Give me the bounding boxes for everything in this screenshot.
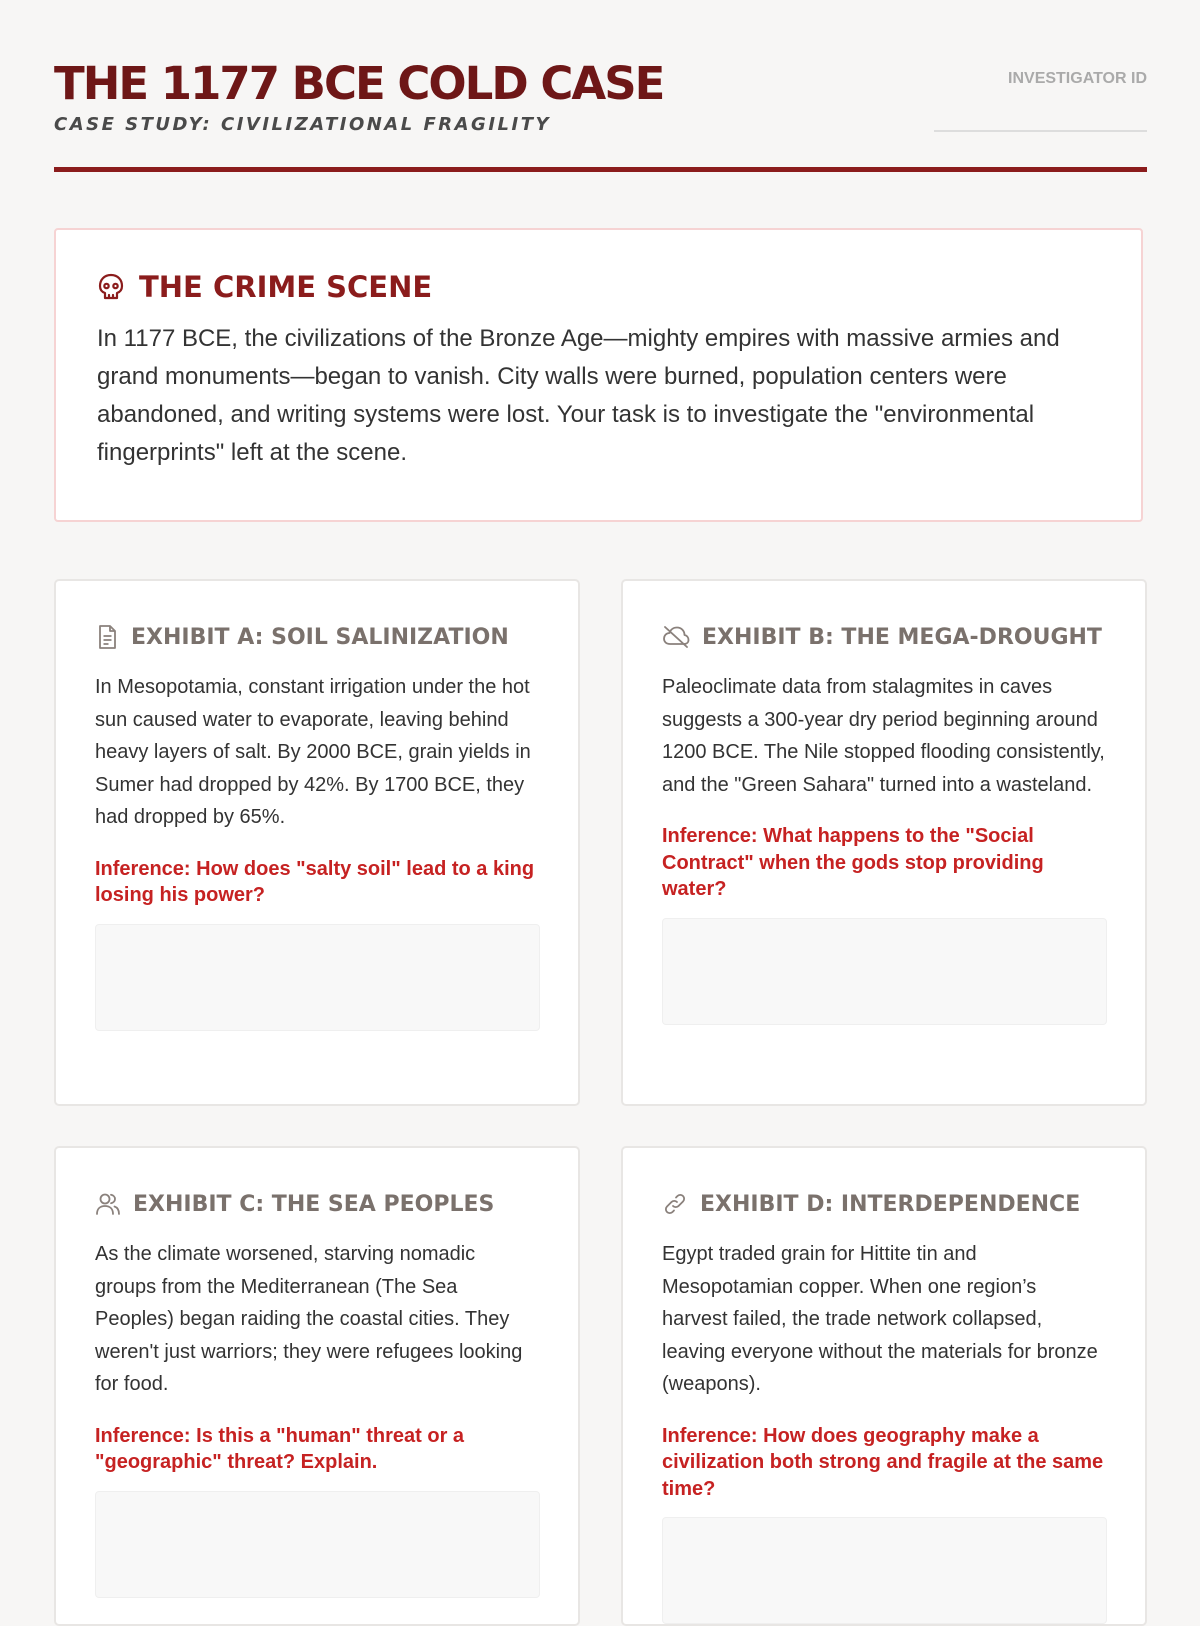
- crime-scene-title: THE CRIME SCENE: [139, 270, 433, 304]
- page-header: [54, 58, 1147, 135]
- header-divider: [54, 167, 1147, 172]
- crime-scene-text: In 1177 BCE, the civilizations of the Bronze Age—mighty empires with massive armies and grand monuments—began to vanish. City walls were burned, population centers were abandoned, and writing systems were lost. Your task is to investigate the "environmental fingerprints" left at the scene.: [97, 325, 1060, 466]
- exhibit-inference: Inference: Is this a "human" threat or a "geographic" threat? Explain.: [95, 1424, 465, 1473]
- page-subtitle: CASE STUDY: CIVILIZATIONAL FRAGILITY: [54, 114, 552, 135]
- investigator-id-block: [934, 70, 1147, 132]
- exhibit-title: EXHIBIT D: INTERDEPENDENCE: [700, 1191, 1081, 1217]
- exhibit-inference: Inference: How does geography make a civilization both strong and fragile at the same time?: [662, 1424, 1104, 1500]
- skull-icon: [97, 272, 125, 302]
- exhibit-text: Egypt traded grain for Hittite tin and Mesopotamian copper. When one region’s harvest failed, the trade network collapsed, leaving everyone without the materials for bronze (weapons).: [662, 1243, 1098, 1395]
- exhibit-text: Paleoclimate data from stalagmites in caves suggests a 300-year dry period beginning around 1200 BCE. The Nile stopped flooding consistently, and the "Green Sahara" turned into a wasteland.: [662, 676, 1105, 796]
- investigator-id-field[interactable]: [934, 88, 1147, 132]
- page-title: THE 1177 BCE COLD CASE: [54, 57, 664, 110]
- document-icon: [95, 624, 119, 650]
- answer-box[interactable]: [95, 1491, 540, 1598]
- investigator-id-label: INVESTIGATOR ID: [1008, 70, 1147, 87]
- exhibit-title: EXHIBIT B: THE MEGA-DROUGHT: [702, 624, 1102, 650]
- exhibit-text: In Mesopotamia, constant irrigation under the hot sun caused water to evaporate, leaving behind heavy layers of salt. By 2000 BCE, grain yields in Sumer had dropped by 42%. By 1700 BCE, they had dropped by 65%.: [95, 676, 531, 828]
- link-icon: [662, 1191, 688, 1217]
- exhibit-title: EXHIBIT A: SOIL SALINIZATION: [131, 624, 509, 650]
- exhibit-card-d: [621, 1146, 1147, 1626]
- answer-box[interactable]: [95, 924, 540, 1031]
- crime-scene-panel: [54, 228, 1143, 522]
- exhibit-card-a: [54, 579, 580, 1106]
- exhibit-inference: Inference: What happens to the "Social Contract" when the gods stop providing water?: [662, 825, 1044, 900]
- exhibit-title: EXHIBIT C: THE SEA PEOPLES: [133, 1191, 495, 1217]
- exhibit-card-b: [621, 579, 1147, 1106]
- answer-box[interactable]: [662, 1517, 1107, 1624]
- exhibit-text: As the climate worsened, starving nomadic groups from the Mediterranean (The Sea Peoples) began raiding the coastal cities. They weren't just warriors; they were refugees looking for food.: [95, 1243, 523, 1395]
- users-icon: [95, 1191, 121, 1217]
- exhibit-inference: Inference: How does "salty soil" lead to a king losing his power?: [95, 857, 535, 906]
- exhibit-card-c: [54, 1146, 580, 1626]
- answer-box[interactable]: [662, 918, 1107, 1025]
- cloud-off-icon: [662, 624, 690, 650]
